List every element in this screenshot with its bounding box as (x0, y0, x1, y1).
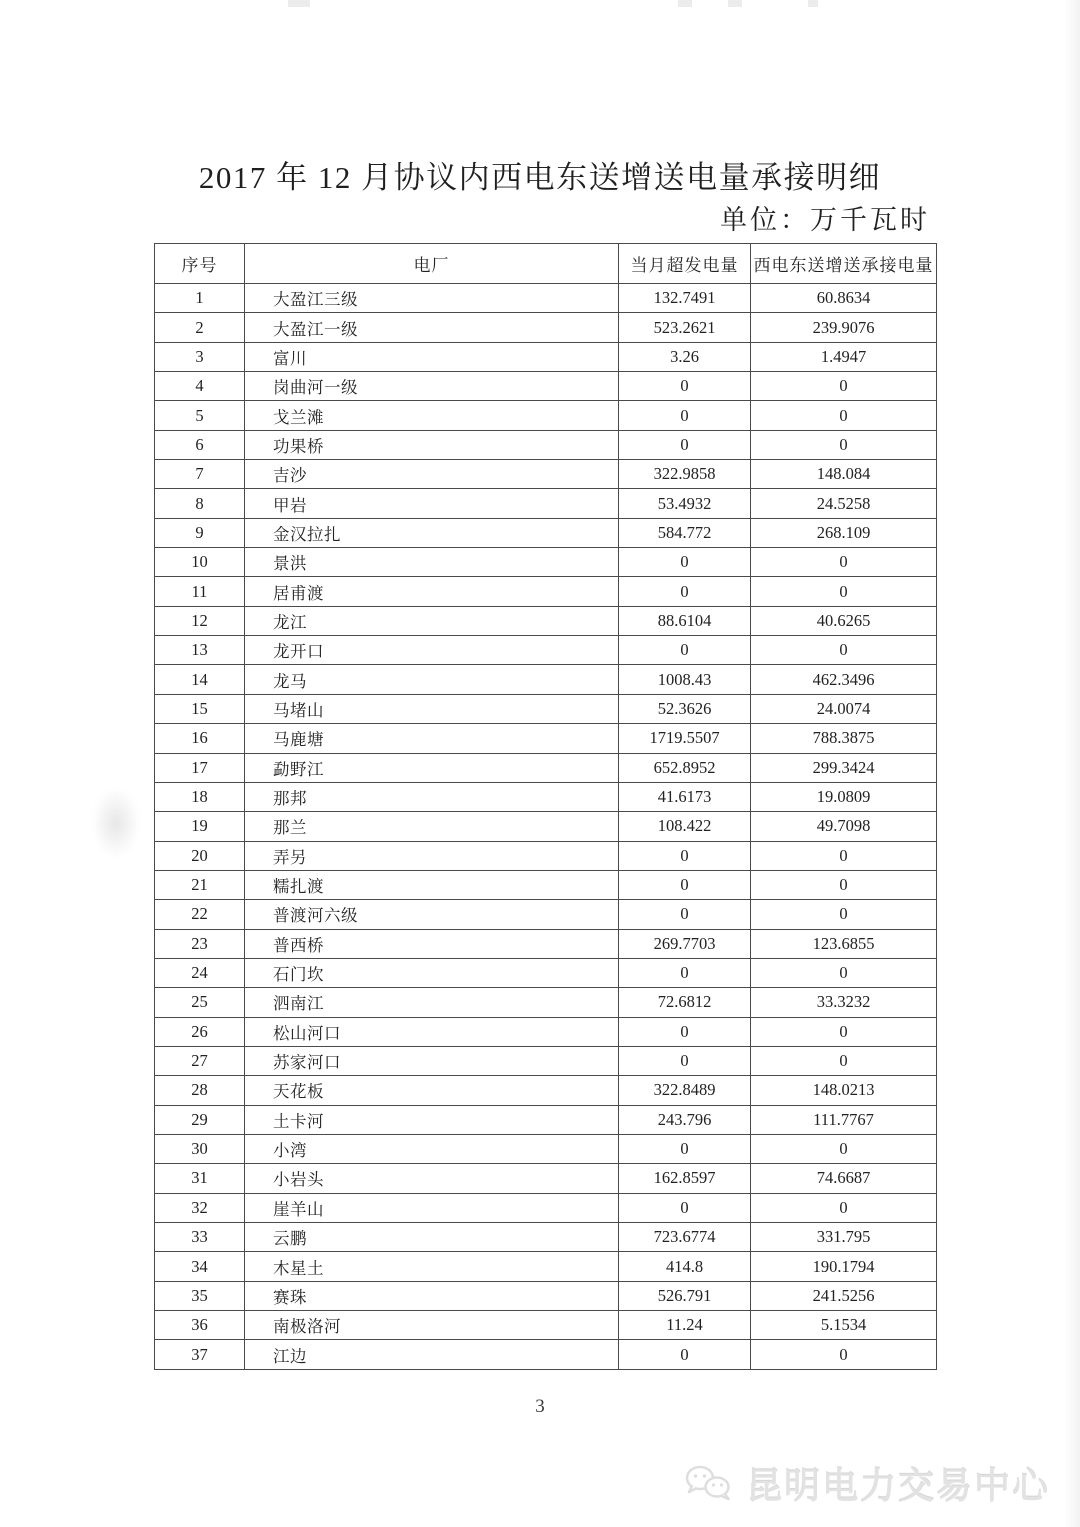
plant-name: 马鹿塘 (245, 724, 619, 753)
accepted-value: 0 (751, 1017, 937, 1046)
row-index: 29 (155, 1105, 245, 1134)
accepted-value: 5.1534 (751, 1311, 937, 1340)
row-index: 13 (155, 636, 245, 665)
row-index: 36 (155, 1311, 245, 1340)
plant-name: 普渡河六级 (245, 900, 619, 929)
table-row (155, 1311, 937, 1340)
accepted-value: 123.6855 (751, 929, 937, 958)
over-generation-value: 0 (619, 430, 751, 459)
plant-name: 普西桥 (245, 929, 619, 958)
over-generation-value: 3.26 (619, 342, 751, 371)
accepted-value: 1.4947 (751, 342, 937, 371)
accepted-value: 0 (751, 430, 937, 459)
plant-name: 居甫渡 (245, 577, 619, 606)
plant-name: 江边 (245, 1340, 619, 1369)
accepted-value: 190.1794 (751, 1252, 937, 1281)
over-generation-value: 1008.43 (619, 665, 751, 694)
accepted-value: 0 (751, 870, 937, 899)
plant-name: 天花板 (245, 1076, 619, 1105)
over-generation-value: 0 (619, 900, 751, 929)
row-index: 31 (155, 1164, 245, 1193)
scan-edge-shade (1064, 0, 1080, 1527)
header-over-generation: 当月超发电量 (619, 244, 751, 284)
plant-name: 龙马 (245, 665, 619, 694)
plant-name: 小湾 (245, 1134, 619, 1163)
table-row (155, 1164, 937, 1193)
accepted-value: 462.3496 (751, 665, 937, 694)
plant-name: 南极洛河 (245, 1311, 619, 1340)
scan-artifact (678, 0, 692, 7)
plant-name: 松山河口 (245, 1017, 619, 1046)
over-generation-value: 322.9858 (619, 460, 751, 489)
accepted-value: 0 (751, 1134, 937, 1163)
accepted-value: 60.8634 (751, 284, 937, 313)
row-index: 27 (155, 1046, 245, 1075)
accepted-value: 0 (751, 372, 937, 401)
scan-artifact (808, 0, 818, 7)
plant-name: 土卡河 (245, 1105, 619, 1134)
plant-name: 马堵山 (245, 694, 619, 723)
row-index: 32 (155, 1193, 245, 1222)
table-row (155, 1105, 937, 1134)
row-index: 9 (155, 518, 245, 547)
row-index: 7 (155, 460, 245, 489)
over-generation-value: 526.791 (619, 1281, 751, 1310)
accepted-value: 241.5256 (751, 1281, 937, 1310)
table-header (155, 244, 937, 284)
table-row (155, 988, 937, 1017)
over-generation-value: 322.8489 (619, 1076, 751, 1105)
accepted-value: 24.0074 (751, 694, 937, 723)
table-row (155, 430, 937, 459)
accepted-value: 49.7098 (751, 812, 937, 841)
accepted-value: 788.3875 (751, 724, 937, 753)
row-index: 15 (155, 694, 245, 723)
accepted-value: 0 (751, 401, 937, 430)
over-generation-value: 52.3626 (619, 694, 751, 723)
over-generation-value: 41.6173 (619, 782, 751, 811)
scan-artifact (92, 788, 140, 858)
table-row (155, 313, 937, 342)
over-generation-value: 0 (619, 372, 751, 401)
over-generation-value: 0 (619, 1046, 751, 1075)
table-row (155, 841, 937, 870)
over-generation-value: 0 (619, 1340, 751, 1369)
row-index: 12 (155, 606, 245, 635)
over-generation-value: 269.7703 (619, 929, 751, 958)
over-generation-value: 108.422 (619, 812, 751, 841)
plant-name: 苏家河口 (245, 1046, 619, 1075)
over-generation-value: 584.772 (619, 518, 751, 547)
accepted-value: 24.5258 (751, 489, 937, 518)
accepted-value: 0 (751, 1046, 937, 1075)
plant-name: 大盈江三级 (245, 284, 619, 313)
table-row (155, 1223, 937, 1252)
unit-label: 单位：万千瓦时 (720, 205, 930, 235)
page-number: 3 (535, 1396, 545, 1417)
table-row (155, 577, 937, 606)
plant-name: 弄另 (245, 841, 619, 870)
over-generation-value: 1719.5507 (619, 724, 751, 753)
row-index: 19 (155, 812, 245, 841)
plant-name: 景洪 (245, 548, 619, 577)
over-generation-value: 53.4932 (619, 489, 751, 518)
row-index: 5 (155, 401, 245, 430)
plant-name: 大盈江一级 (245, 313, 619, 342)
row-index: 11 (155, 577, 245, 606)
row-index: 28 (155, 1076, 245, 1105)
plant-name: 石门坎 (245, 958, 619, 987)
over-generation-value: 72.6812 (619, 988, 751, 1017)
plant-name: 功果桥 (245, 430, 619, 459)
over-generation-value: 0 (619, 636, 751, 665)
accepted-value: 0 (751, 548, 937, 577)
header-plant: 电厂 (245, 244, 619, 284)
accepted-value: 0 (751, 1340, 937, 1369)
table-row (155, 401, 937, 430)
over-generation-value: 0 (619, 548, 751, 577)
table-row (155, 548, 937, 577)
over-generation-value: 132.7491 (619, 284, 751, 313)
table-row (155, 372, 937, 401)
row-index: 37 (155, 1340, 245, 1369)
plant-name: 泗南江 (245, 988, 619, 1017)
over-generation-value: 0 (619, 958, 751, 987)
row-index: 16 (155, 724, 245, 753)
over-generation-value: 0 (619, 401, 751, 430)
table-row (155, 665, 937, 694)
accepted-value: 0 (751, 958, 937, 987)
table-row (155, 284, 937, 313)
row-index: 26 (155, 1017, 245, 1046)
header-row (155, 244, 937, 284)
row-index: 30 (155, 1134, 245, 1163)
accepted-value: 0 (751, 577, 937, 606)
plant-name: 金汉拉扎 (245, 518, 619, 547)
accepted-value: 33.3232 (751, 988, 937, 1017)
accepted-value: 148.0213 (751, 1076, 937, 1105)
row-index: 2 (155, 313, 245, 342)
table-row (155, 870, 937, 899)
plant-name: 糯扎渡 (245, 870, 619, 899)
table-row (155, 900, 937, 929)
over-generation-value: 88.6104 (619, 606, 751, 635)
plant-name: 小岩头 (245, 1164, 619, 1193)
plant-name: 云鹏 (245, 1223, 619, 1252)
watermark-text: 昆明电力交易中心 (745, 1465, 1050, 1506)
row-index: 22 (155, 900, 245, 929)
power-plant-table (154, 243, 937, 1370)
row-index: 3 (155, 342, 245, 371)
row-index: 1 (155, 284, 245, 313)
over-generation-value: 11.24 (619, 1311, 751, 1340)
over-generation-value: 243.796 (619, 1105, 751, 1134)
header-accepted: 西电东送增送承接电量 (751, 244, 937, 284)
table-row (155, 518, 937, 547)
over-generation-value: 414.8 (619, 1252, 751, 1281)
row-index: 23 (155, 929, 245, 958)
plant-name: 岗曲河一级 (245, 372, 619, 401)
accepted-value: 331.795 (751, 1223, 937, 1252)
table-row (155, 782, 937, 811)
plant-name: 龙江 (245, 606, 619, 635)
wechat-icon (684, 1463, 736, 1505)
table-row (155, 1134, 937, 1163)
table-row (155, 724, 937, 753)
over-generation-value: 0 (619, 841, 751, 870)
row-index: 6 (155, 430, 245, 459)
page-title: 2017 年 12 月协议内西电东送增送电量承接明细 (198, 160, 882, 195)
row-index: 21 (155, 870, 245, 899)
plant-name: 那邦 (245, 782, 619, 811)
table-row (155, 812, 937, 841)
accepted-value: 148.084 (751, 460, 937, 489)
plant-name: 崖羊山 (245, 1193, 619, 1222)
plant-name: 戈兰滩 (245, 401, 619, 430)
over-generation-value: 162.8597 (619, 1164, 751, 1193)
accepted-value: 40.6265 (751, 606, 937, 635)
row-index: 20 (155, 841, 245, 870)
plant-name: 甲岩 (245, 489, 619, 518)
table-row (155, 1076, 937, 1105)
plant-name: 富川 (245, 342, 619, 371)
scan-artifact (728, 0, 742, 7)
over-generation-value: 652.8952 (619, 753, 751, 782)
table-row (155, 1017, 937, 1046)
row-index: 35 (155, 1281, 245, 1310)
accepted-value: 0 (751, 636, 937, 665)
row-index: 14 (155, 665, 245, 694)
accepted-value: 19.0809 (751, 782, 937, 811)
table-row (155, 1281, 937, 1310)
accepted-value: 111.7767 (751, 1105, 937, 1134)
table-row (155, 929, 937, 958)
over-generation-value: 723.6774 (619, 1223, 751, 1252)
plant-name: 赛珠 (245, 1281, 619, 1310)
plant-name: 龙开口 (245, 636, 619, 665)
accepted-value: 268.109 (751, 518, 937, 547)
table-row (155, 489, 937, 518)
table-row (155, 1193, 937, 1222)
over-generation-value: 523.2621 (619, 313, 751, 342)
row-index: 24 (155, 958, 245, 987)
table-row (155, 958, 937, 987)
table-row (155, 1340, 937, 1369)
table-row (155, 753, 937, 782)
over-generation-value: 0 (619, 577, 751, 606)
accepted-value: 0 (751, 900, 937, 929)
accepted-value: 0 (751, 1193, 937, 1222)
table-row (155, 342, 937, 371)
row-index: 34 (155, 1252, 245, 1281)
over-generation-value: 0 (619, 1017, 751, 1046)
row-index: 18 (155, 782, 245, 811)
accepted-value: 239.9076 (751, 313, 937, 342)
table-row (155, 694, 937, 723)
plant-name: 吉沙 (245, 460, 619, 489)
over-generation-value: 0 (619, 1193, 751, 1222)
scan-artifact (288, 0, 310, 7)
plant-name: 木星土 (245, 1252, 619, 1281)
row-index: 8 (155, 489, 245, 518)
table-row (155, 1252, 937, 1281)
row-index: 25 (155, 988, 245, 1017)
accepted-value: 299.3424 (751, 753, 937, 782)
footer-watermark (684, 1458, 1050, 1509)
plant-name: 那兰 (245, 812, 619, 841)
table-row (155, 606, 937, 635)
header-index: 序号 (155, 244, 245, 284)
table-row (155, 1046, 937, 1075)
row-index: 17 (155, 753, 245, 782)
over-generation-value: 0 (619, 870, 751, 899)
row-index: 4 (155, 372, 245, 401)
row-index: 33 (155, 1223, 245, 1252)
table-row (155, 460, 937, 489)
over-generation-value: 0 (619, 1134, 751, 1163)
plant-name: 勐野江 (245, 753, 619, 782)
row-index: 10 (155, 548, 245, 577)
table-body (155, 284, 937, 1370)
accepted-value: 0 (751, 841, 937, 870)
table-row (155, 636, 937, 665)
accepted-value: 74.6687 (751, 1164, 937, 1193)
